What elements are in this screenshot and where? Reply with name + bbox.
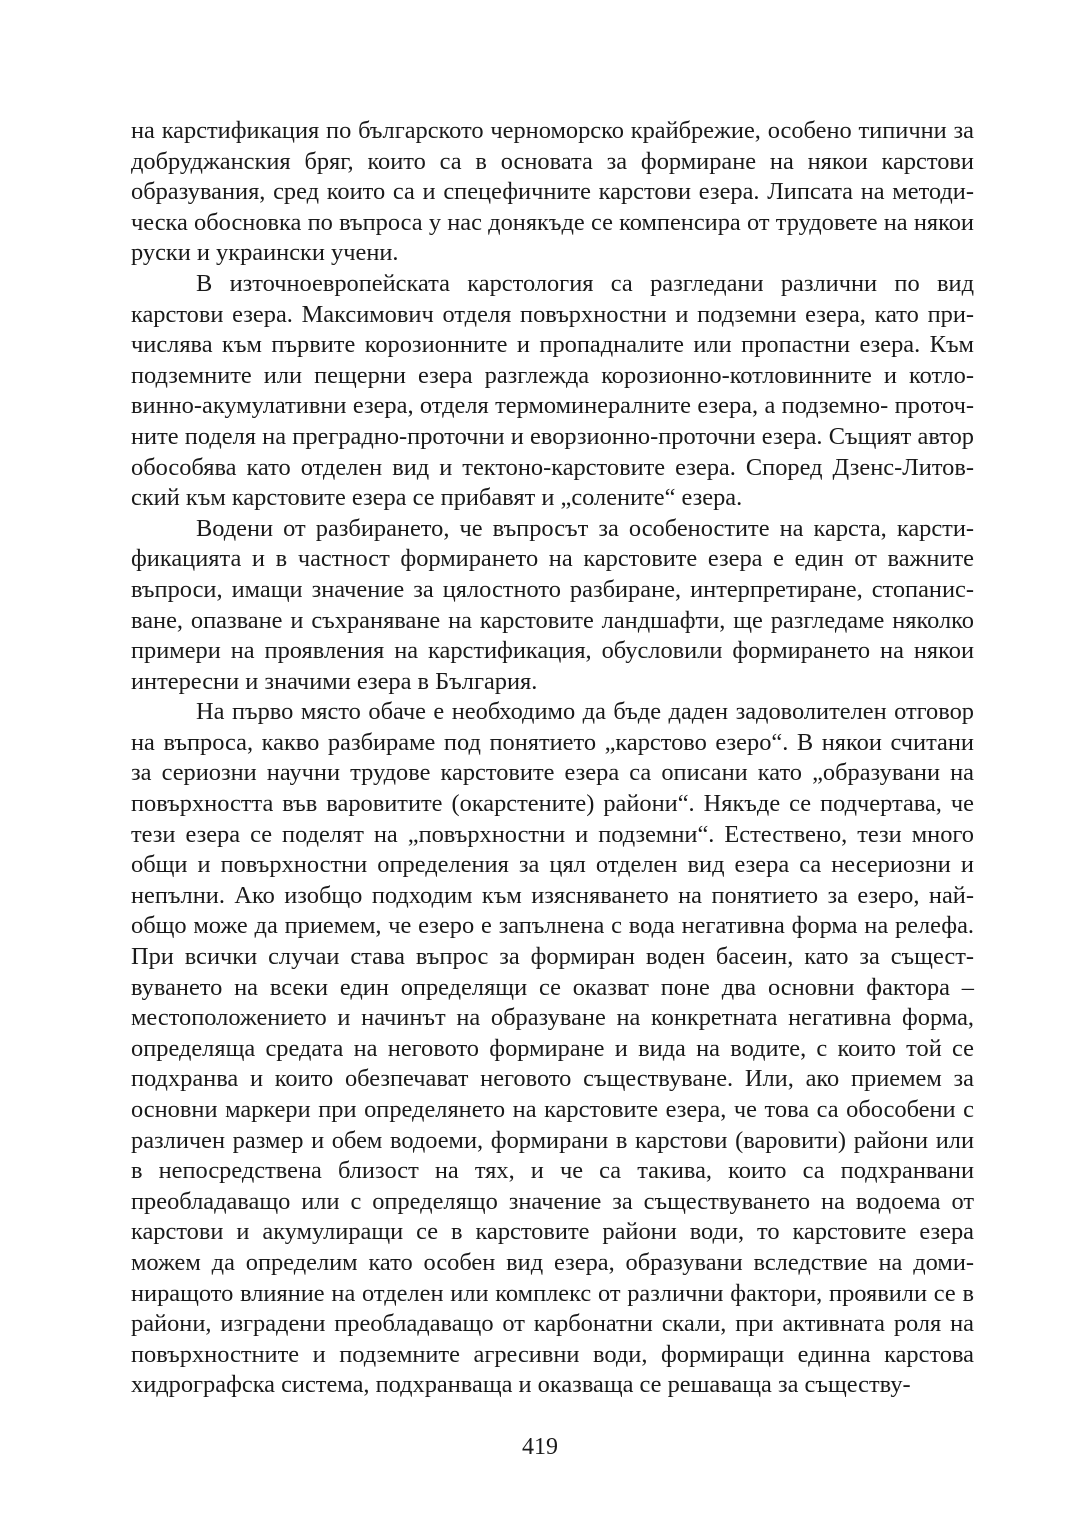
paragraph-purpose: Водени от разбирането, че въпросът за особеностите на карста, карстификацията и в частност формирането на карстовите езера е един от важните въпроси, имащи значение за цялостното разбиране, интерпретиране, стопанисване, опазване и съхраняване на карстовите ландшафти, ще разгледаме няколко примери на проявления на карстификация, обусловили формирането на някои интересни и значими езера в България. [131, 514, 974, 695]
paragraph-continued: на карстификация по българското черноморско крайбрежие, особено типични за добруджанския бряг, които са в основата за формиране на някои карстови образувания, сред които са и спецефичните карстови езера. Липсата на методическа обосновка по въпроса у нас донякъде се компенсира от трудовете на някои руски и украински учени. [131, 117, 974, 267]
paragraph-karstology: В източноевропейската карстология са разгледани различни по вид карстови езера. Максимович отделя повърхностни и подземни езера, като причислява към първите корозионните и пропадналите или пропастни езера. Към подземните или пещерни езера разглежда корозионно-котловинните и котловинно-акумулативни езера, отделя термоминералните езера, а подземно- проточните поделя на преградно-проточни и еворзионно-проточни езера. Същият автор обособява като отделен вид и тектоно-карстовите езера. Според Дзенс-Литовский към карстовите езера се прибавят и „солените“ езера. [131, 269, 974, 512]
body-text [131, 116, 974, 1401]
paragraph-definition: На първо място обаче е необходимо да бъде даден задоволителен отговор на въпроса, какво разбираме под понятието „карстово езеро“. В някои считани за сериозни научни трудове карстовите езера са описани като „образувани на повърхността във варовитите (окарстените) райони“. Някъде се подчертава, че тези езера се поделят на „повърхностни и подземни“. Естествено, тези много общи и повърхностни определения за цял отделен вид езера са несериозни и непълни. Ако изобщо подходим към изясняването на понятието за езеро, най-общо може да приемем, че езеро е запълнена с вода негативна форма на релефа. При всички случаи става въпрос за формиран воден басеин, като за съществуването на всеки един определящи се оказват поне два основни фактора – местоположението и начинът на образуване на конкретната негативна форма, определяща средата на неговото формиране и вида на водите, с които той се подхранва и които обезпечават неговото съществуване. Или, ако приемем за основни маркери при определянето на карстовите езера, че това са обособени с различен размер и обем водоеми, формирани в карстови (варовити) райони или в непосредствена близост на тях, и че са такива, които са подхранвани преобладаващо или с определящо значение за съществуването на водоема от карстови и акумулиращи се в карстовите райони води, то карстовите езера можем да определим като особен вид езера, образувани вследствие на доминиращото влияние на отделен или комплекс от различни фактори, проявили се в райони, изградени преобладаващо от карбонатни скали, при активната роля на повърхностните и подземните агресивни води, формиращи единна карстова хидрографска система, подхранваща и оказваща се решаваща за съществу- [131, 698, 974, 1399]
page-number: 419 [522, 1434, 558, 1460]
